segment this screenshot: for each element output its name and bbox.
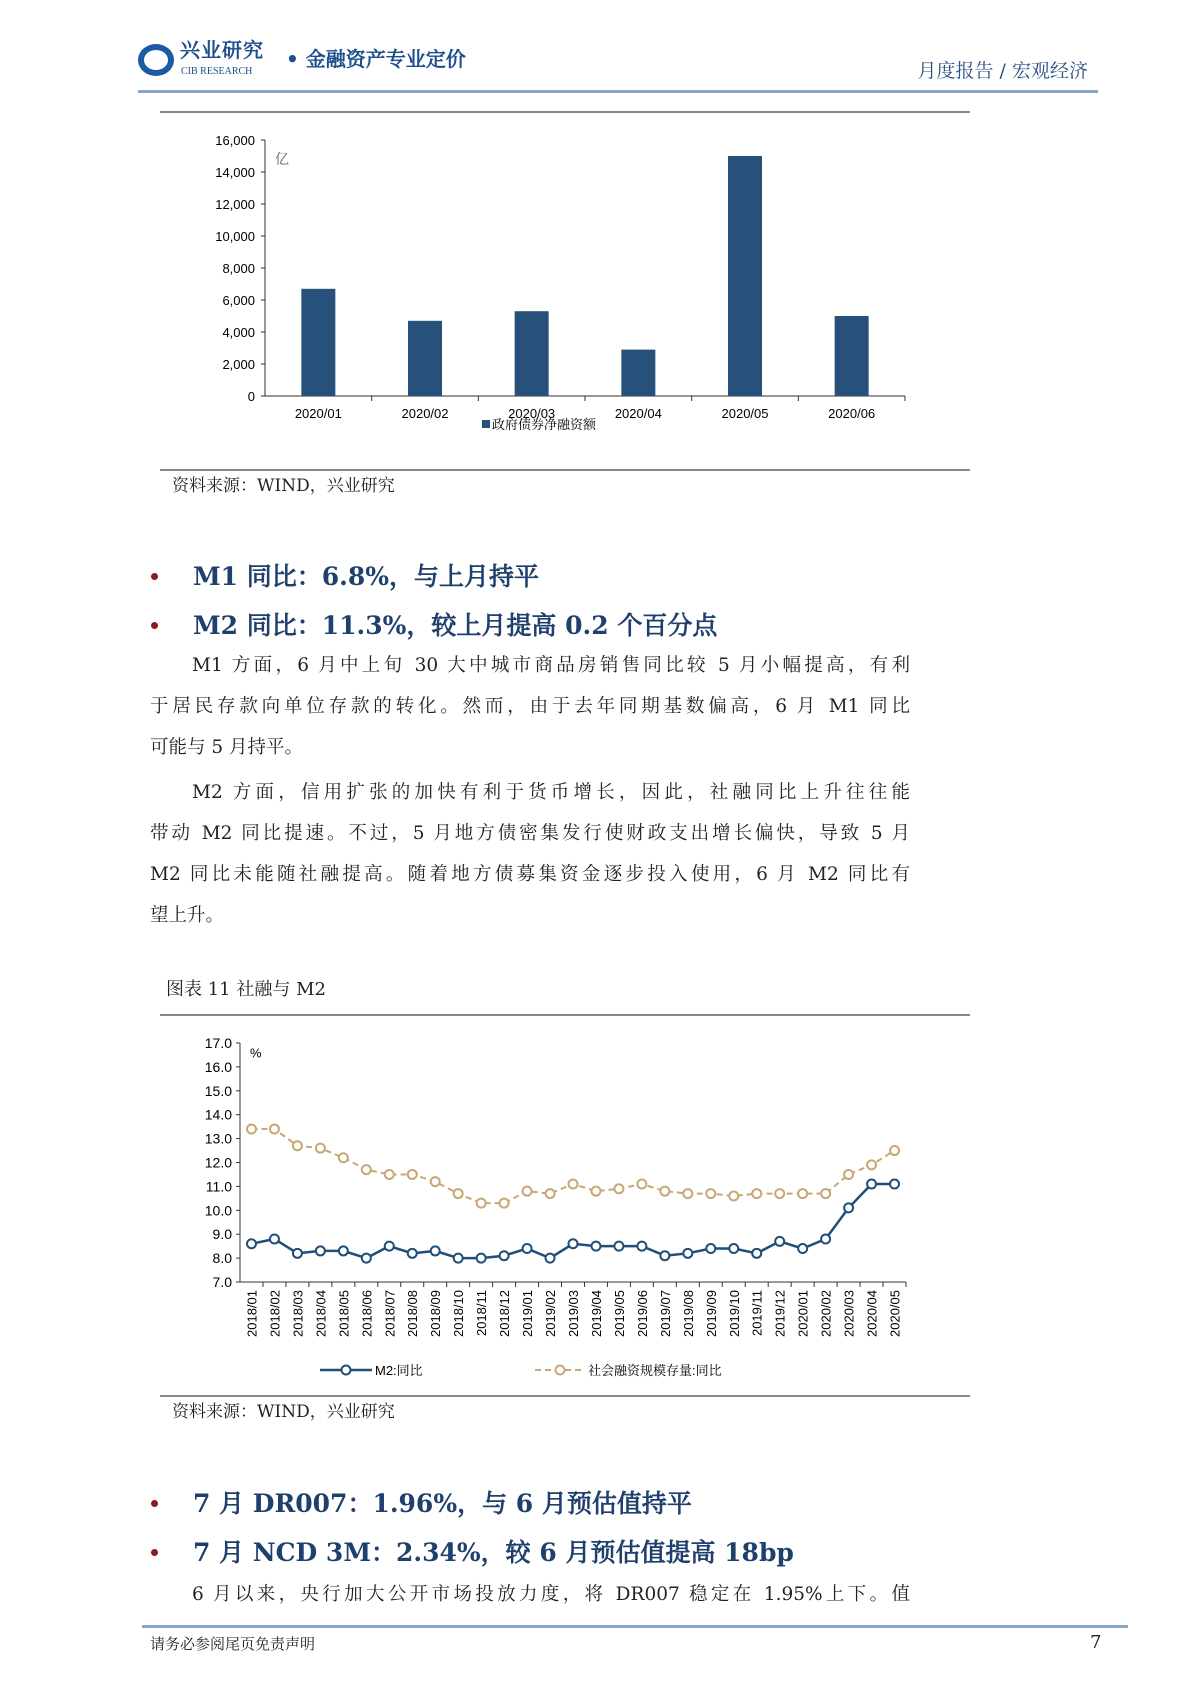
bullet [151,622,158,629]
data-point [844,1203,853,1212]
header-tagline: • 金融资产专业定价 [286,47,466,71]
legend-tsf-marker [556,1366,565,1375]
heading-m2: M2 同比：11.3%，较上月提高 0.2 个百分点 [193,611,718,640]
text-line: M2 方面，信用扩张的加快有利于货币增长，因此，社融同比上升往往能 [192,782,910,803]
x-tick-label: 2019/10 [726,1290,742,1337]
data-point [270,1234,279,1243]
bullet [151,1549,158,1556]
y-tick-label: 12,000 [215,197,255,212]
y-tick-label: 10,000 [215,229,255,244]
data-point [431,1177,440,1186]
paragraph-dr007 [150,1574,910,1615]
x-tick-label: 2020/04 [864,1290,880,1337]
data-point [844,1170,853,1179]
y-unit-label: 亿 [275,151,289,167]
data-point [798,1189,807,1198]
x-tick-label: 2018/11 [474,1290,490,1337]
logo-en: CIB RESEARCH [181,66,253,77]
bullet [151,1500,158,1507]
legend-tsf-label: 社会融资规模存量:同比 [588,1363,722,1378]
bar [728,156,762,396]
text-line: 于居民存款向单位存款的转化。然而，由于去年同期基数偏高，6 月 M1 同比 [150,696,910,717]
bar [301,289,335,396]
bar [515,311,549,396]
x-tick-label: 2018/12 [497,1290,513,1337]
x-tick-label: 2018/05 [336,1290,352,1337]
paragraph-m2 [150,772,910,936]
text-line: 带动 M2 同比提速。不过，5 月地方债密集发行使财政支出增长偏快，导致 5 月 [150,823,910,844]
y-tick-label: 16,000 [215,133,255,148]
data-point [890,1180,899,1189]
data-point [683,1189,692,1198]
bar [835,316,869,396]
x-tick-label: 2018/10 [451,1290,467,1337]
data-point [637,1180,646,1189]
data-point [890,1146,899,1155]
data-point [569,1239,578,1248]
y-tick-label: 16.0 [204,1058,232,1075]
data-point [614,1242,623,1251]
bar [408,321,442,396]
x-tick-label: 2018/07 [382,1290,398,1337]
y-tick-label: 15.0 [204,1082,232,1099]
footer-divider [142,1625,1128,1628]
legend-swatch [482,420,490,428]
data-point [752,1189,761,1198]
x-tick-label: 2019/07 [657,1290,673,1337]
text-line: 望上升。 [150,905,225,926]
x-tick-label: 2020/02 [401,406,449,421]
x-tick-label: 2019/03 [566,1290,581,1337]
x-tick-label: 2018/03 [290,1290,306,1337]
figure2-caption: 图表 11 社融与 M2 [166,979,326,1000]
data-point [546,1254,555,1263]
heading-ncd: 7 月 NCD 3M：2.34%，较 6 月预估值提高 18bp [193,1538,794,1567]
x-tick-label: 2020/06 [828,406,876,421]
x-tick-label: 2019/05 [611,1290,627,1337]
y-tick-label: 8,000 [222,261,255,276]
x-tick-label: 2019/02 [543,1290,559,1337]
bullet [151,573,158,580]
data-point [683,1249,692,1258]
data-point [247,1239,256,1248]
x-tick-label: 2020/03 [841,1290,857,1337]
y-tick-label: 2,000 [222,357,255,372]
x-tick-label: 2019/12 [772,1290,788,1337]
data-point [477,1254,486,1263]
x-tick-label: 2020/02 [818,1290,834,1337]
y-tick-label: 11.0 [205,1178,232,1195]
data-point [500,1251,509,1260]
x-tick-label: 2018/06 [359,1290,375,1337]
x-tick-label: 2018/08 [405,1290,421,1337]
y-tick-label: 9.0 [212,1226,232,1243]
x-tick-label: 2020/01 [294,406,342,421]
x-tick-label: 2020/05 [887,1290,903,1337]
heading-dr007: 7 月 DR007：1.96%，与 6 月预估值持平 [193,1489,692,1518]
figure1-top-rule [160,111,970,113]
x-tick-label: 2019/11 [749,1290,765,1337]
data-point [339,1246,348,1255]
y-tick-label: 14,000 [215,165,255,180]
data-point [660,1187,669,1196]
y-unit-label: % [250,1045,262,1061]
data-point [729,1244,738,1253]
x-tick-label: 2019/09 [703,1290,719,1337]
y-tick-label: 8.0 [212,1250,232,1267]
data-point [614,1184,623,1193]
figure1-source: 资料来源：WIND，兴业研究 [172,476,395,496]
text-line: M1 方面，6 月中上旬 30 大中城市商品房销售同比较 5 月小幅提高，有利 [192,655,910,676]
logo-cn: 兴业研究 [180,38,264,62]
x-tick-label: 2018/09 [428,1290,444,1337]
data-point [706,1244,715,1253]
data-point [385,1170,394,1179]
data-point [454,1254,463,1263]
legend-m2-marker [342,1366,351,1375]
y-tick-label: 10.0 [204,1202,232,1219]
text-line: 6 月以来，央行加大公开市场投放力度，将 DR007 稳定在 1.95%上下。值 [192,1584,910,1605]
x-tick-label: 2019/04 [588,1290,604,1337]
x-tick-label: 2020/04 [614,406,662,421]
y-tick-label: 4,000 [222,325,255,340]
y-tick-label: 13.0 [204,1130,232,1147]
x-tick-label: 2018/01 [244,1290,260,1337]
text-line: M2 同比未能随社融提高。随着地方债募集资金逐步投入使用，6 月 M2 同比有 [150,864,910,885]
data-point [408,1249,417,1258]
x-tick-label: 2020/03 [508,406,556,421]
y-tick-label: 0 [247,389,255,404]
data-point [546,1189,555,1198]
x-tick-label: 2018/02 [267,1290,283,1337]
data-point [247,1125,256,1134]
bar [621,350,655,396]
data-point [775,1189,784,1198]
data-point [752,1249,761,1258]
data-point [293,1249,302,1258]
x-tick-label: 2020/01 [795,1290,811,1337]
data-point [637,1242,646,1251]
x-tick-label: 2019/01 [520,1290,536,1337]
x-tick-label: 2019/08 [680,1290,696,1337]
bar-chart [160,120,970,460]
page-number: 7 [1090,1632,1102,1653]
y-tick-label: 14.0 [204,1106,232,1123]
data-point [729,1191,738,1200]
figure1-bottom-rule [160,469,970,471]
data-point [775,1237,784,1246]
data-point [500,1199,509,1208]
data-point [821,1189,830,1198]
data-point [821,1234,830,1243]
footer-disclaimer: 请务必参阅尾页免责声明 [150,1635,316,1653]
data-point [591,1187,600,1196]
figure2-bottom-rule [160,1395,970,1397]
heading-m1: M1 同比：6.8%，与上月持平 [193,562,540,591]
report-type: 月度报告 / 宏观经济 [917,60,1088,82]
text-line: 可能与 5 月持平。 [150,737,304,758]
data-point [316,1246,325,1255]
data-point [408,1170,417,1179]
y-tick-label: 7.0 [212,1274,232,1290]
data-point [362,1165,371,1174]
data-point [591,1242,600,1251]
cib-logo-icon [138,44,174,76]
data-point [454,1189,463,1198]
data-point [339,1153,348,1162]
legend-m2-label: M2:同比 [375,1363,423,1378]
data-point [385,1242,394,1251]
y-tick-label: 12.0 [204,1154,232,1171]
header-divider [138,90,1098,93]
x-tick-label: 2018/04 [313,1290,329,1337]
legend-label: 政府债券净融资额 [492,417,597,432]
data-point [316,1144,325,1153]
data-point [867,1160,876,1169]
data-point [293,1141,302,1150]
data-point [798,1244,807,1253]
data-point [706,1189,715,1198]
y-tick-label: 6,000 [222,293,255,308]
data-point [867,1180,876,1189]
x-tick-label: 2020/05 [721,406,769,421]
data-point [660,1251,669,1260]
y-tick-label: 17.0 [204,1035,232,1051]
figure2-source: 资料来源：WIND，兴业研究 [172,1402,395,1422]
data-point [523,1187,532,1196]
data-point [270,1125,279,1134]
data-point [477,1199,486,1208]
figure2-top-rule [160,1014,970,1016]
x-tick-label: 2019/06 [634,1290,650,1337]
data-point [523,1244,532,1253]
data-point [362,1254,371,1263]
paragraph-m1 [150,645,910,768]
data-point [431,1246,440,1255]
data-point [569,1180,578,1189]
line-chart [160,1030,970,1390]
